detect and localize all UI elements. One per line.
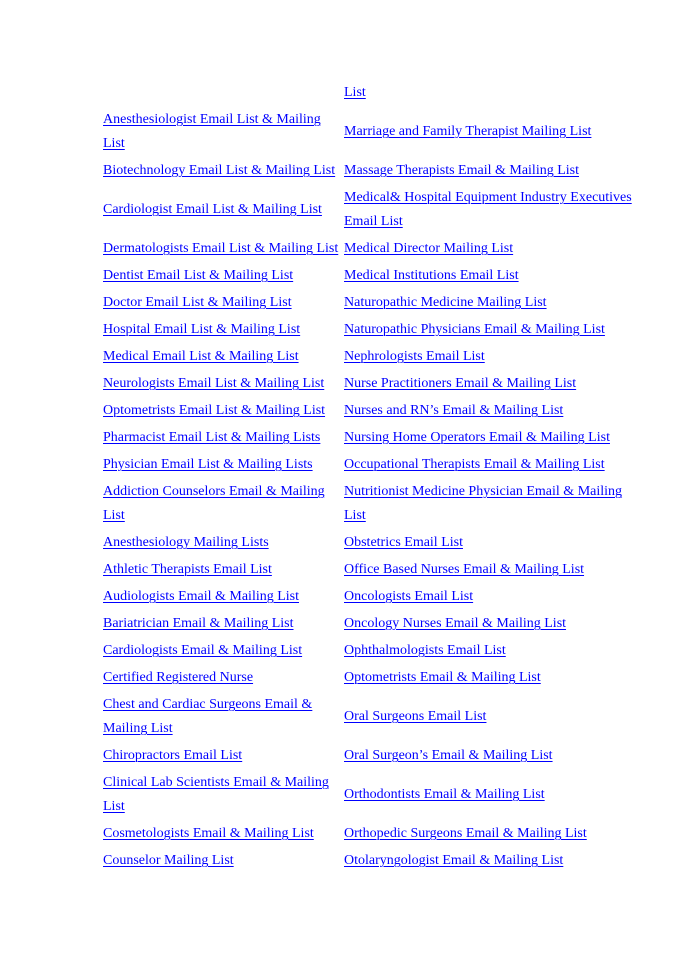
table-row xyxy=(103,186,643,234)
list-link[interactable]: Orthopedic Surgeons Email & Mailing List xyxy=(344,826,587,841)
left-cell xyxy=(103,558,344,582)
list-link[interactable]: Medical Director Mailing List xyxy=(344,241,514,256)
list-link[interactable]: Nutritionist Medicine Physician Email & Mailing List xyxy=(344,484,623,523)
table-row xyxy=(103,480,643,528)
list-link[interactable]: Optometrists Email & Mailing List xyxy=(344,670,541,685)
list-link[interactable]: Cardiologists Email & Mailing List xyxy=(103,643,303,658)
right-cell xyxy=(344,585,634,609)
list-link[interactable]: Ophthalmologists Email List xyxy=(344,643,506,658)
left-cell xyxy=(103,849,344,873)
right-cell xyxy=(344,345,634,369)
table-row xyxy=(103,639,643,663)
list-link[interactable]: Physician Email List & Mailing Lists xyxy=(103,457,313,472)
list-link[interactable]: Nurses and RN’s Email & Mailing List xyxy=(344,403,564,418)
table-row xyxy=(103,771,643,819)
left-cell xyxy=(103,318,344,342)
right-cell xyxy=(344,744,634,768)
table-row xyxy=(103,453,643,477)
right-cell xyxy=(344,849,634,873)
list-link[interactable]: Naturopathic Physicians Email & Mailing List xyxy=(344,322,605,337)
table-row xyxy=(103,318,643,342)
list-link[interactable]: Oncology Nurses Email & Mailing List xyxy=(344,616,567,631)
right-cell xyxy=(344,81,634,105)
right-cell xyxy=(344,531,634,555)
table-row xyxy=(103,237,643,261)
right-cell xyxy=(344,480,634,528)
left-cell xyxy=(103,372,344,396)
table-row xyxy=(103,345,643,369)
right-cell xyxy=(344,237,634,261)
list-link[interactable]: Dentist Email List & Mailing List xyxy=(103,268,294,283)
right-cell xyxy=(344,453,634,477)
table-row xyxy=(103,264,643,288)
list-link[interactable]: Nursing Home Operators Email & Mailing List xyxy=(344,430,610,445)
left-cell xyxy=(103,264,344,288)
list-link[interactable]: Office Based Nurses Email & Mailing List xyxy=(344,562,585,577)
left-cell xyxy=(103,108,344,156)
list-link[interactable]: Counselor Mailing List xyxy=(103,853,234,868)
list-link[interactable]: Dermatologists Email List & Mailing List xyxy=(103,241,339,256)
list-link[interactable]: Bariatrician Email & Mailing List xyxy=(103,616,294,631)
list-link[interactable]: Chest and Cardiac Surgeons Email & Mailing List xyxy=(103,697,313,736)
table-row xyxy=(103,291,643,315)
table-row xyxy=(103,585,643,609)
right-cell xyxy=(344,558,634,582)
table-row xyxy=(103,426,643,450)
right-cell xyxy=(344,120,634,144)
list-link[interactable]: Certified Registered Nurse xyxy=(103,670,254,685)
left-cell xyxy=(103,585,344,609)
table-row xyxy=(103,159,643,183)
right-cell xyxy=(344,186,634,234)
right-cell xyxy=(344,783,634,807)
list-link[interactable]: Otolaryngologist Email & Mailing List xyxy=(344,853,564,868)
right-cell xyxy=(344,264,634,288)
right-cell xyxy=(344,159,634,183)
right-cell xyxy=(344,291,634,315)
table-row xyxy=(103,666,643,690)
list-link[interactable]: Neurologists Email List & Mailing List xyxy=(103,376,325,391)
right-cell xyxy=(344,426,634,450)
right-cell xyxy=(344,639,634,663)
left-cell xyxy=(103,822,344,846)
list-link[interactable]: Nurse Practitioners Email & Mailing List xyxy=(344,376,577,391)
list-link[interactable]: Medical& Hospital Equipment Industry Executives Email List xyxy=(344,190,632,229)
left-cell xyxy=(103,426,344,450)
left-cell xyxy=(103,453,344,477)
list-link[interactable]: Pharmacist Email List & Mailing Lists xyxy=(103,430,321,445)
table-row xyxy=(103,822,643,846)
list-link[interactable]: Audiologists Email & Mailing List xyxy=(103,589,299,604)
list-link[interactable]: Occupational Therapists Email & Mailing List xyxy=(344,457,605,472)
list-link[interactable]: Orthodontists Email & Mailing List xyxy=(344,787,545,802)
right-cell xyxy=(344,399,634,423)
list-link[interactable]: List xyxy=(344,85,366,100)
list-link[interactable]: Massage Therapists Email & Mailing List xyxy=(344,163,579,178)
list-link[interactable]: Medical Institutions Email List xyxy=(344,268,519,283)
right-cell xyxy=(344,612,634,636)
list-link[interactable]: Optometrists Email List & Mailing List xyxy=(103,403,326,418)
left-cell xyxy=(103,612,344,636)
left-cell xyxy=(103,693,344,741)
table-row xyxy=(103,612,643,636)
table-row xyxy=(103,531,643,555)
list-link[interactable]: Doctor Email List & Mailing List xyxy=(103,295,292,310)
table-row xyxy=(103,849,643,873)
left-cell xyxy=(103,639,344,663)
right-cell xyxy=(344,372,634,396)
left-cell xyxy=(103,480,344,528)
left-cell xyxy=(103,291,344,315)
left-cell xyxy=(103,666,344,690)
list-link[interactable]: Hospital Email List & Mailing List xyxy=(103,322,301,337)
list-link[interactable]: Chiropractors Email List xyxy=(103,748,243,763)
left-cell xyxy=(103,399,344,423)
table-row xyxy=(103,108,643,156)
link-table xyxy=(103,81,643,876)
left-cell xyxy=(103,771,344,819)
list-link[interactable]: Anesthesiology Mailing Lists xyxy=(103,535,269,550)
list-link[interactable]: Biotechnology Email List & Mailing List xyxy=(103,163,336,178)
list-link[interactable]: Oncologists Email List xyxy=(344,589,474,604)
list-link[interactable]: Clinical Lab Scientists Email & Mailing List xyxy=(103,775,329,814)
list-link[interactable]: Oral Surgeon’s Email & Mailing List xyxy=(344,748,553,763)
list-link[interactable]: Nephrologists Email List xyxy=(344,349,485,364)
list-link[interactable]: Medical Email List & Mailing List xyxy=(103,349,299,364)
table-row xyxy=(103,558,643,582)
table-row xyxy=(103,744,643,768)
list-link[interactable]: Obstetrics Email List xyxy=(344,535,463,550)
left-cell xyxy=(103,159,344,183)
right-cell xyxy=(344,705,634,729)
right-cell xyxy=(344,318,634,342)
table-row xyxy=(103,81,643,105)
list-link[interactable]: Athletic Therapists Email List xyxy=(103,562,272,577)
right-cell xyxy=(344,666,634,690)
list-link[interactable]: Anesthesiologist Email List & Mailing List xyxy=(103,112,321,151)
list-link[interactable]: Marriage and Family Therapist Mailing List xyxy=(344,124,592,139)
list-link[interactable]: Cosmetologists Email & Mailing List xyxy=(103,826,314,841)
left-cell xyxy=(103,744,344,768)
list-link[interactable]: Oral Surgeons Email List xyxy=(344,709,487,724)
left-cell xyxy=(103,237,344,261)
table-row xyxy=(103,372,643,396)
list-link[interactable]: Addiction Counselors Email & Mailing List xyxy=(103,484,325,523)
list-link[interactable]: Cardiologist Email List & Mailing List xyxy=(103,202,322,217)
left-cell xyxy=(103,531,344,555)
table-row xyxy=(103,399,643,423)
list-link[interactable]: Naturopathic Medicine Mailing List xyxy=(344,295,547,310)
left-cell xyxy=(103,198,344,222)
table-row xyxy=(103,693,643,741)
right-cell xyxy=(344,822,634,846)
left-cell xyxy=(103,345,344,369)
